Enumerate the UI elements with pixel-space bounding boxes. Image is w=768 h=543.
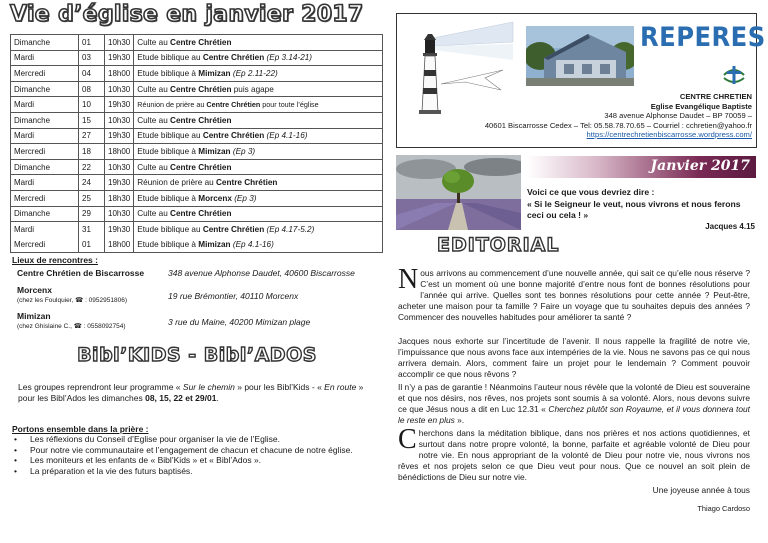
org-name: CENTRE CHRETIEN <box>679 92 752 101</box>
editorial-heading: EDITORIAL <box>437 234 560 256</box>
place-name-biscarrosse: Centre Chrétien de Biscarrosse <box>17 268 145 278</box>
schedule-description: Réunion de prière au Centre Chrétien pour toute l’église <box>134 97 383 113</box>
month-banner <box>527 156 756 178</box>
schedule-description: Culte au Centre Chrétien puis agape <box>134 81 383 97</box>
church-info <box>420 92 752 140</box>
schedule-time: 18h30 <box>105 190 134 206</box>
schedule-time: 19h30 <box>105 175 134 191</box>
biblkids-text: Les groupes reprendront leur programme « Sur le chemin » pour les Bibl’Kids - « En route » pour les Bibl’Ados les dimanches 08, 15, 22 et 29/01. <box>18 382 364 403</box>
schedule-date: 18 <box>79 144 105 160</box>
schedule-description: Etude biblique au Centre Chrétien (Ep 4.17-5.2) <box>134 222 383 238</box>
schedule-day: Mercredi <box>11 190 79 206</box>
biblkids-heading: Bibl’KIDS - Bibl’ADOS <box>77 344 317 366</box>
schedule-time: 10h30 <box>105 206 134 222</box>
schedule-row <box>11 35 383 51</box>
schedule-day: Mercredi <box>11 237 79 253</box>
schedule-day: Dimanche <box>11 112 79 128</box>
schedule-day: Mercredi <box>11 66 79 82</box>
schedule-date: 22 <box>79 159 105 175</box>
schedule-description: Culte au Centre Chrétien <box>134 35 383 51</box>
schedule-description: Culte au Centre Chrétien <box>134 112 383 128</box>
schedule-description: Etude biblique au Centre Chrétien (Ep 3.14-21) <box>134 50 383 66</box>
schedule-date: 24 <box>79 175 105 191</box>
schedule-description: Culte au Centre Chrétien <box>134 159 383 175</box>
schedule-day: Dimanche <box>11 159 79 175</box>
page-title: Vie d’église en janvier 2017 <box>10 2 364 27</box>
place-address-mimizan: 3 rue du Maine, 40200 Mimizan plage <box>168 317 311 327</box>
schedule-row <box>11 144 383 160</box>
schedule-date: 31 <box>79 222 105 238</box>
schedule-row <box>11 190 383 206</box>
schedule-row <box>11 128 383 144</box>
place-name-mimizan: Mimizan (chez Ghislaine C., ☎ : 0558092754) <box>17 311 126 330</box>
verse-reference: Jacques 4.15 <box>705 222 755 231</box>
church-logo-icon <box>721 63 747 87</box>
place-contact-morcenx: (chez les Foulquier, ☎ : 0952951806) <box>17 297 127 304</box>
schedule-description: Etude biblique à Mimizan (Ep 3) <box>134 144 383 160</box>
church-name: Eglise Evangélique Baptiste <box>650 101 752 111</box>
schedule-time: 19h30 <box>105 222 134 238</box>
verse: Voici ce que vous devriez dire : « Si le Seigneur le veut, nous vivrons et nous ferons ceci ou cela ! » <box>527 187 741 220</box>
schedule-time: 19h30 <box>105 50 134 66</box>
prayer-item: • Pour notre vie communautaire et l’engagement de chacun et chacune de notre église. <box>14 445 364 456</box>
schedule-row <box>11 112 383 128</box>
schedule-row <box>11 175 383 191</box>
editorial-paragraph: Nous arrivons au commencement d’une nouvelle année, qui sait ce qu’elle nous réserve ? C’est un moment où une bonne majorité d’entre nous font de bonnes résolutions pour l’année qui arrive. Quelles sont tes bonnes résolutions pour cette année ? Peut-être, acheter une maison pour ta famille ? Faire un voyage que tu souhaites depuis des années ? Commencer des nouvelles habitudes pour améliorer ta santé ? <box>398 264 750 323</box>
editorial-paragraph: Cherchons dans la méditation biblique, dans nos prières et nos actions quotidiennes, et surtout dans notre propre volonté, la bonne, parfaite et agréable volonté de Dieu pour notre vie. En nous appropriant de la volonté de Dieu pour notre vie, nous vivrons nos rêves et nos projets selon ce que Dieu veut pour nous. Que ce nouvel an soit plein de bénédictions de Dieu sur notre vie. <box>398 424 750 483</box>
month-label: Janvier 2017 <box>650 158 750 174</box>
prayer-item: • La préparation et la vie des futurs baptisés. <box>14 466 364 477</box>
schedule-day: Dimanche <box>11 81 79 97</box>
schedule-table <box>10 34 383 253</box>
landscape-photo <box>396 155 521 230</box>
schedule-day: Mardi <box>11 175 79 191</box>
schedule-row <box>11 81 383 97</box>
schedule-time: 18h00 <box>105 144 134 160</box>
schedule-description: Etude biblique à Mimizan (Ep 2.11-22) <box>134 66 383 82</box>
schedule-date: 01 <box>79 35 105 51</box>
brand-logo: REPERES <box>640 22 766 53</box>
editorial-author: Thiago Cardoso <box>697 504 750 513</box>
schedule-time: 18h00 <box>105 66 134 82</box>
editorial-paragraph: Jacques nous exhorte sur l’incertitude de l’avenir. Il nous rappelle la fragilité de notre vie, l’impuissance que nous avons face aux intempéries de la vie. Nous ne savons pas ce qui nous arrivera demain. Alors, comment faire un projet pour le lendemain ? Comment pouvoir accomplir ce que nous rêvons ? <box>398 336 750 380</box>
prayer-item: • Les moniteurs et les enfants de « Bibl’Kids » et « Bibl’Ados ». <box>14 455 364 466</box>
schedule-description: Culte au Centre Chrétien <box>134 206 383 222</box>
editorial-wish: Une joyeuse année à tous <box>652 485 750 495</box>
schedule-row <box>11 159 383 175</box>
schedule-time: 10h30 <box>105 159 134 175</box>
schedule-time: 10h30 <box>105 112 134 128</box>
schedule-row <box>11 97 383 113</box>
prayer-list <box>14 434 364 476</box>
schedule-time: 19h30 <box>105 97 134 113</box>
schedule-day: Mercredi <box>11 144 79 160</box>
schedule-row <box>11 206 383 222</box>
schedule-day: Mardi <box>11 222 79 238</box>
schedule-description: Etude biblique au Centre Chrétien (Ep 4.1-16) <box>134 128 383 144</box>
schedule-time: 10h30 <box>105 35 134 51</box>
prayer-item: • Les réflexions du Conseil d’Eglise pour organiser la vie de l’Eglise. <box>14 434 364 445</box>
schedule-date: 01 <box>79 237 105 253</box>
prayer-heading: Portons ensemble dans la prière : <box>12 424 149 434</box>
church-contact: 40601 Biscarrosse Cedex – Tel: 05.58.78.70.65 – Courriel : cchretien@yahoo.fr <box>484 120 752 130</box>
schedule-time: 18h00 <box>105 237 134 253</box>
schedule-date: 04 <box>79 66 105 82</box>
schedule-date: 15 <box>79 112 105 128</box>
place-address-biscarrosse: 348 avenue Alphonse Daudet, 40600 Biscarrosse <box>168 268 355 278</box>
schedule-date: 03 <box>79 50 105 66</box>
meeting-places-heading: Lieux de rencontres : <box>12 255 98 265</box>
schedule-date: 29 <box>79 206 105 222</box>
schedule-time: 19h30 <box>105 128 134 144</box>
church-photo <box>526 26 634 86</box>
schedule-description: Etude biblique à Morcenx (Ep 3) <box>134 190 383 206</box>
church-address: 348 avenue Alphonse Daudet – BP 70059 – <box>604 111 752 120</box>
schedule-time: 10h30 <box>105 81 134 97</box>
schedule-date: 25 <box>79 190 105 206</box>
editorial-paragraph: Il n’y a pas de garantie ! Néanmoins l’auteur nous révèle que la volonté de Dieu est souveraine et que nos désirs, nos rêves, nos projets sont soumis à sa volonté. Alors, nous devons suivre ce que Jésus nous a dit en Luc 12.31 « Cherchez plutôt son Royaume, et il vous donnera tout le reste en plus ». <box>398 382 750 426</box>
schedule-date: 08 <box>79 81 105 97</box>
schedule-row <box>11 50 383 66</box>
schedule-description: Réunion de prière au Centre Chrétien <box>134 175 383 191</box>
schedule-day: Mardi <box>11 128 79 144</box>
schedule-day: Mardi <box>11 50 79 66</box>
place-address-morcenx: 19 rue Brémontier, 40110 Morcenx <box>168 291 299 301</box>
schedule-day: Dimanche <box>11 206 79 222</box>
schedule-date: 10 <box>79 97 105 113</box>
place-contact-mimizan: (chez Ghislaine C., ☎ : 0558092754) <box>17 323 126 330</box>
schedule-row <box>11 66 383 82</box>
schedule-description: Etude biblique à Mimizan (Ep 4.1-16) <box>134 237 383 253</box>
schedule-row <box>11 237 383 253</box>
schedule-day: Dimanche <box>11 35 79 51</box>
schedule-day: Mardi <box>11 97 79 113</box>
website-link[interactable]: https://centrechretienbiscarrosse.wordpress.com/ <box>586 130 752 139</box>
schedule-row <box>11 222 383 238</box>
place-name-morcenx: Morcenx (chez les Foulquier, ☎ : 0952951806) <box>17 285 127 304</box>
schedule-date: 27 <box>79 128 105 144</box>
